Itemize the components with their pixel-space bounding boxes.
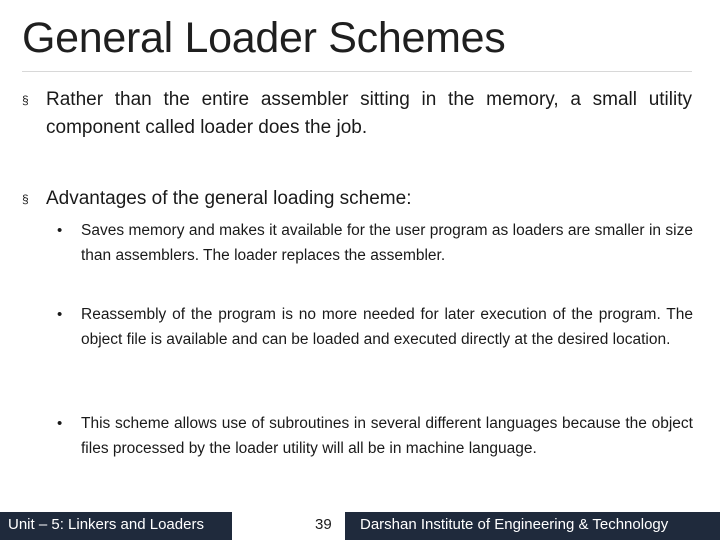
slide-title: General Loader Schemes bbox=[22, 14, 506, 62]
footer-right-band bbox=[346, 512, 720, 540]
page-number: 39 bbox=[315, 516, 332, 533]
footer-left-band bbox=[0, 512, 232, 540]
sub-bullet-text: Saves memory and makes it available for the user program as loaders are smaller in size than assemblers. The loader replaces the assembler. bbox=[81, 222, 693, 264]
sub-bullet-item bbox=[57, 303, 693, 352]
sub-bullet-item bbox=[57, 412, 693, 461]
sub-bullet-text: Reassembly of the program is no more needed for later execution of the program. The object file is available and can be loaded and executed directly at the desired location. bbox=[81, 306, 693, 348]
square-bullet-icon: § bbox=[22, 93, 29, 107]
bullet-item bbox=[22, 185, 692, 213]
footer-institute-label: Darshan Institute of Engineering & Technology bbox=[360, 516, 669, 533]
square-bullet-icon: § bbox=[22, 192, 29, 206]
dot-bullet-icon: • bbox=[57, 306, 63, 323]
title-divider bbox=[22, 71, 692, 72]
sub-bullet-text: This scheme allows use of subroutines in several different languages because the object files processed by the loader utility will all be in machine language. bbox=[81, 415, 693, 457]
bullet-item bbox=[22, 86, 692, 142]
footer-unit-label: Unit – 5: Linkers and Loaders bbox=[8, 516, 204, 533]
bullet-text: Advantages of the general loading scheme: bbox=[46, 188, 412, 209]
dot-bullet-icon: • bbox=[57, 222, 63, 239]
bullet-text: Rather than the entire assembler sitting in the memory, a small utility component called loader does the job. bbox=[46, 89, 692, 138]
slide-footer bbox=[0, 512, 720, 540]
sub-bullet-item bbox=[57, 219, 693, 268]
dot-bullet-icon: • bbox=[57, 415, 63, 432]
